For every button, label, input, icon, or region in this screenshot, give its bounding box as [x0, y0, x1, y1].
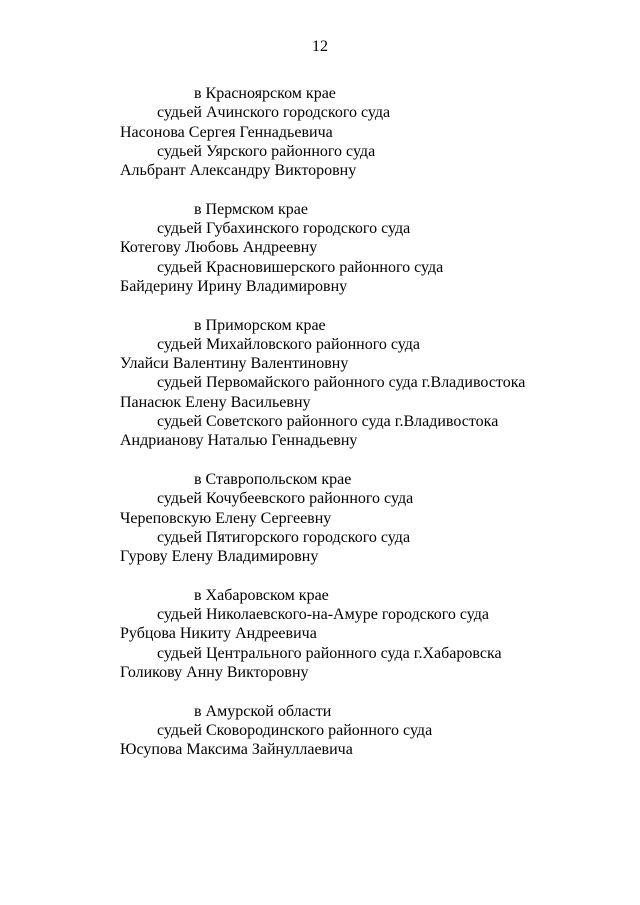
- judge-name: Котегову Любовь Андреевну: [120, 239, 318, 257]
- court-position: судьей Сковородинского районного суда: [157, 721, 433, 739]
- court-position: судьей Михайловского районного суда: [157, 335, 420, 353]
- region-heading: в Амурской области: [194, 702, 332, 720]
- page-number: 12: [312, 38, 328, 55]
- court-position: судьей Николаевского-на-Амуре городского суда: [157, 606, 490, 624]
- region-section: [0, 200, 640, 296]
- judge-name: Альбрант Александру Викторовну: [120, 162, 357, 180]
- appointments-list: [0, 84, 640, 779]
- judge-name: Панасюк Елену Васильевну: [120, 393, 311, 411]
- judge-name: Улайси Валентину Валентиновну: [120, 355, 349, 373]
- judge-name: Голикову Анну Викторовну: [120, 663, 309, 681]
- court-position: судьей Уярского районного суда: [157, 142, 376, 160]
- region-heading: в Пермском крае: [194, 200, 308, 218]
- judge-name: Юсупова Максима Зайнуллаевича: [120, 741, 353, 759]
- region-section: [0, 702, 640, 760]
- region-heading: в Приморском крае: [194, 316, 326, 334]
- region-section: [0, 316, 640, 451]
- court-position: судьей Губахинского городского суда: [157, 220, 411, 238]
- court-position: судьей Советского районного суда г.Владивостока: [157, 413, 499, 431]
- judge-name: Андрианову Наталью Геннадьевну: [120, 432, 358, 450]
- court-position: судьей Кочубеевского районного суда: [157, 490, 414, 508]
- court-position: судьей Центрального районного суда г.Хабаровска: [157, 644, 502, 662]
- court-position: судьей Пятигорского городского суда: [157, 528, 411, 546]
- region-section: [0, 586, 640, 682]
- region-heading: в Хабаровском крае: [194, 586, 329, 604]
- court-position: судьей Ачинского городского суда: [157, 104, 391, 122]
- region-heading: в Красноярском крае: [194, 85, 336, 102]
- region-heading: в Ставропольском крае: [194, 470, 352, 488]
- judge-name: Гурову Елену Владимировну: [120, 548, 319, 566]
- court-position: судьей Красновишерского районного суда: [157, 258, 444, 276]
- judge-name: Байдерину Ирину Владимировну: [120, 277, 348, 295]
- judge-name: Насонова Сергея Геннадьевича: [120, 123, 333, 141]
- region-section: [0, 470, 640, 566]
- judge-name: Череповскую Елену Сергеевну: [120, 509, 332, 527]
- judge-name: Рубцова Никиту Андреевича: [120, 625, 317, 643]
- region-section: [0, 84, 640, 180]
- court-position: судьей Первомайского районного суда г.Владивостока: [157, 374, 526, 392]
